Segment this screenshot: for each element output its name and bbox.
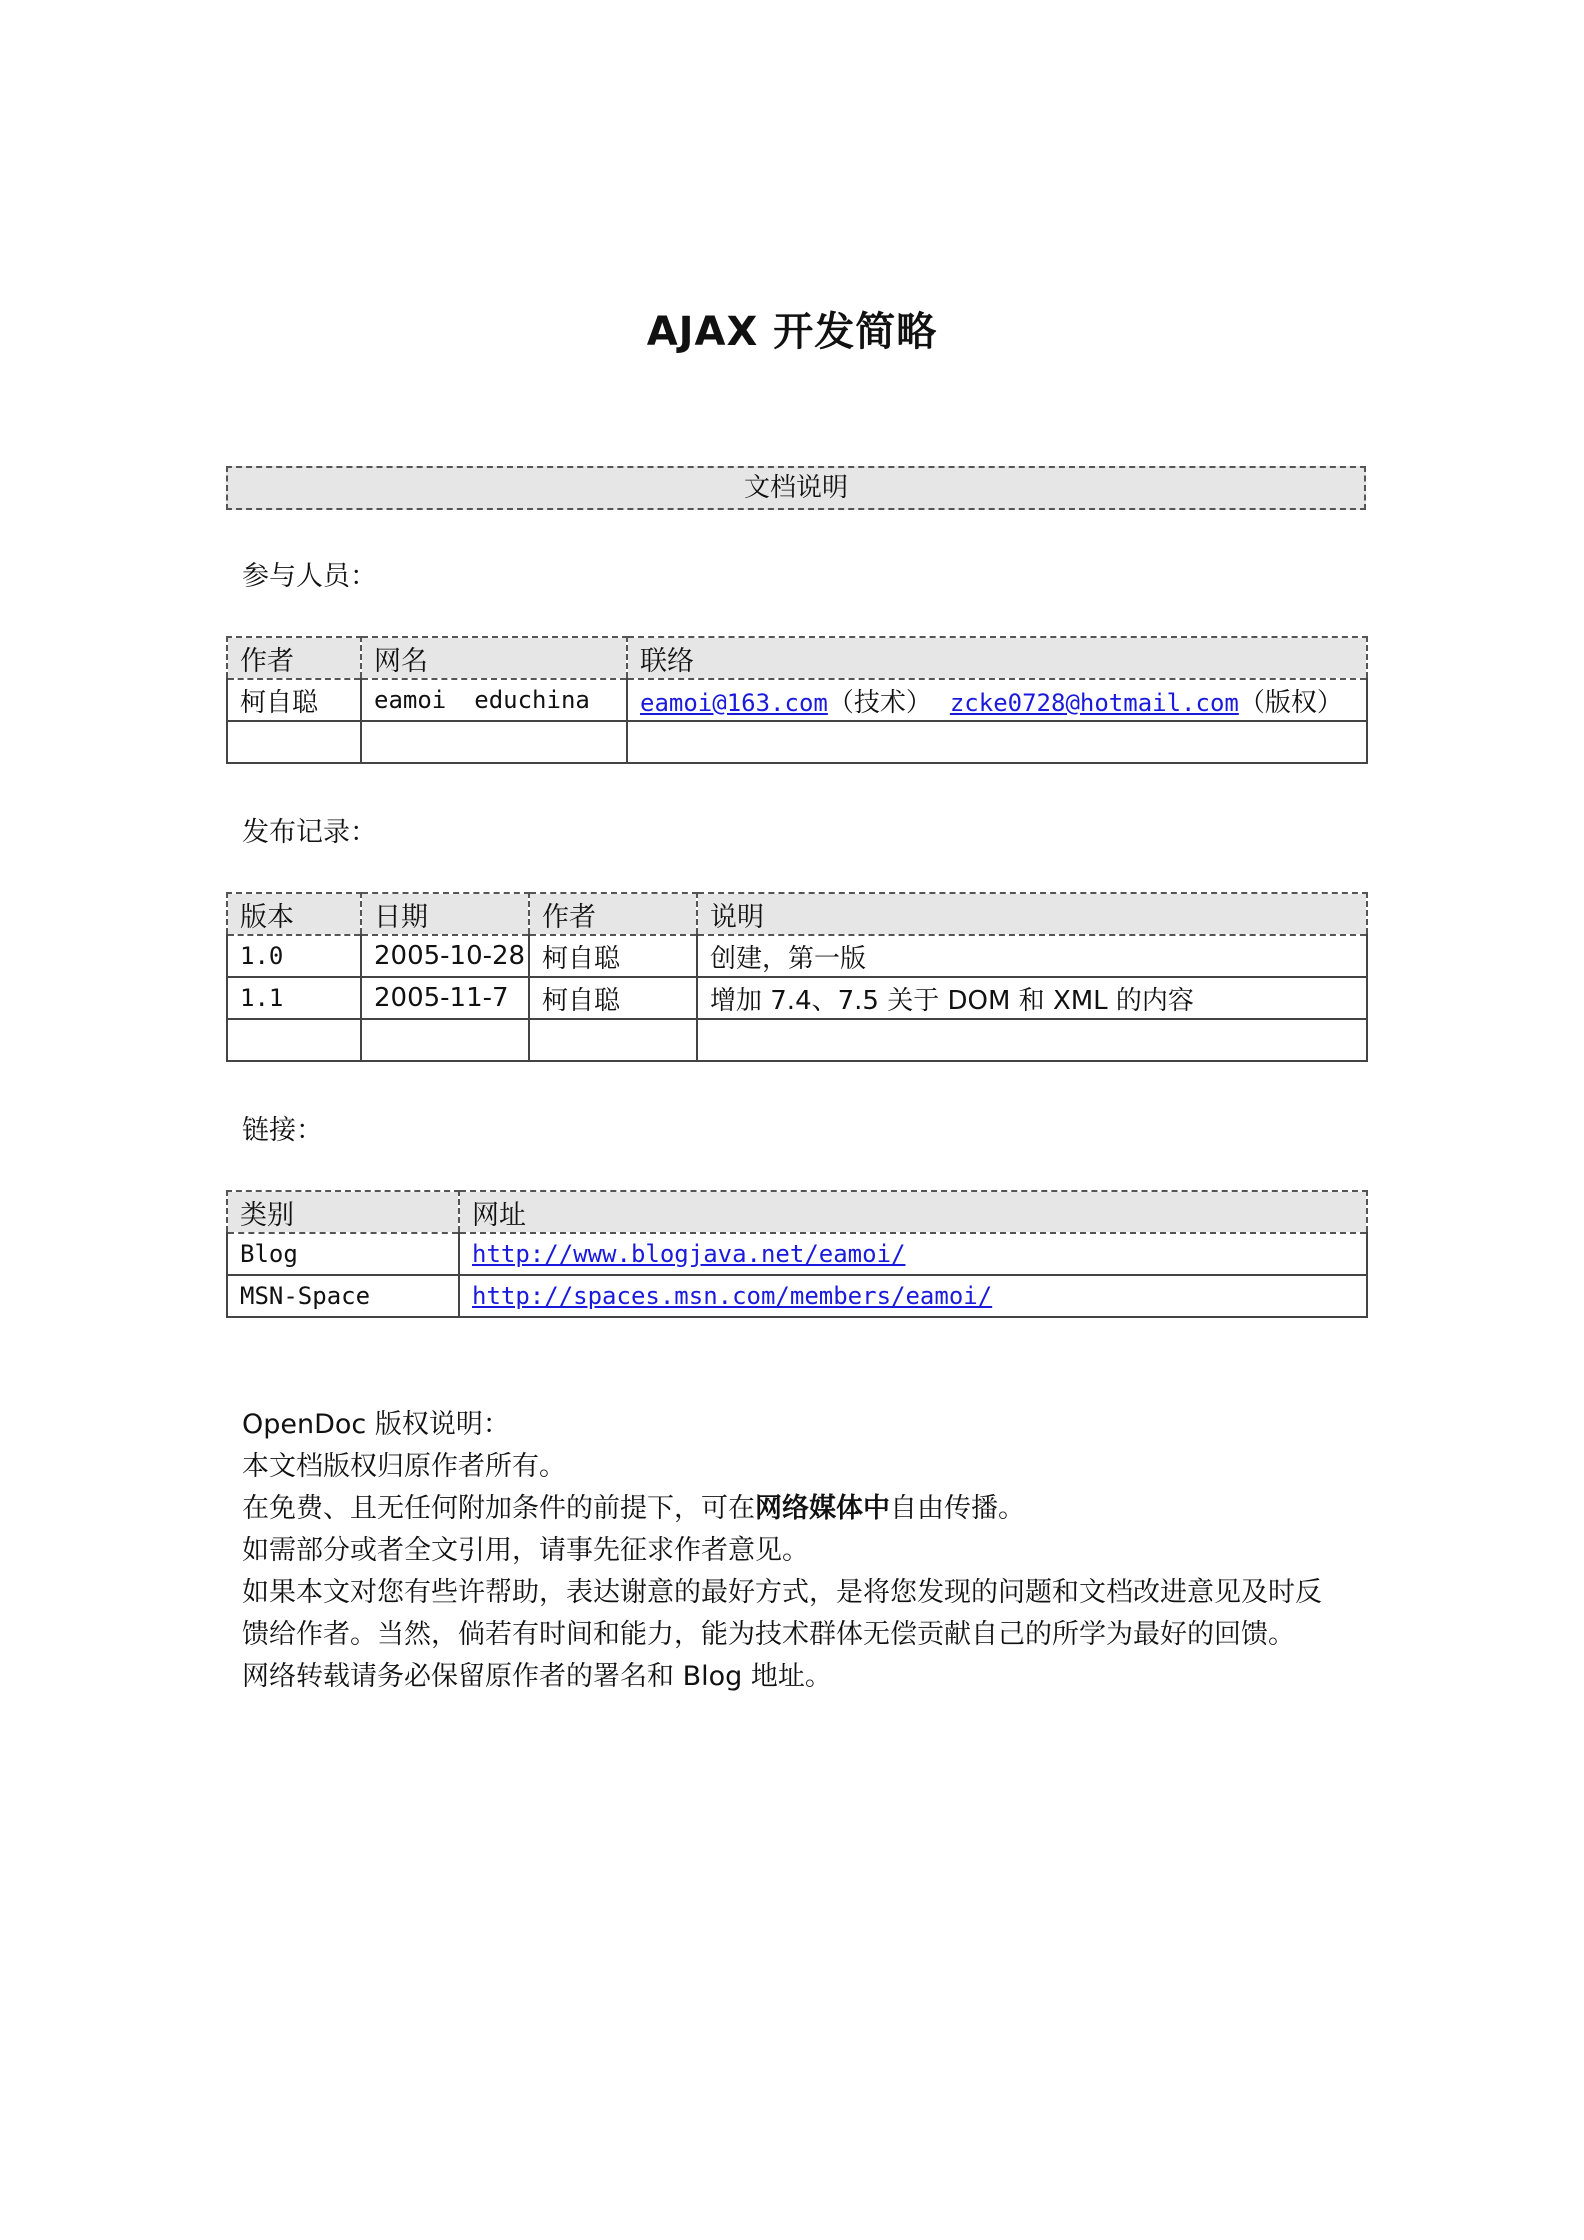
copyright-line: 本文档版权归原作者所有。 [242, 1451, 566, 1482]
header-nickname: 网名 [361, 637, 627, 679]
email-note-copyright: （版权） [1238, 687, 1343, 718]
participants-heading: 参与人员： [242, 561, 377, 592]
cell-nickname [361, 679, 627, 721]
table-header-row [227, 637, 1367, 679]
email-link-tech[interactable]: eamoi@163.com [640, 688, 828, 717]
header-author: 作者 [529, 893, 697, 935]
table-row-empty [227, 1019, 1367, 1061]
email-link-copyright[interactable]: zcke0728@hotmail.com [949, 688, 1239, 717]
blog-url-link[interactable]: http://www.blogjava.net/eamoi/ [472, 1240, 906, 1268]
cell-version: 1.0 [227, 935, 361, 977]
cell-version: 1.1 [227, 977, 361, 1019]
table-row [227, 977, 1367, 1019]
section-bar-doc-info: 文档说明 [226, 466, 1366, 510]
links-heading: 链接： [242, 1115, 323, 1146]
releases-heading: 发布记录： [242, 817, 377, 848]
copyright-line: 如需部分或者全文引用，请事先征求作者意见。 [242, 1535, 809, 1566]
cell-contact [627, 679, 1367, 721]
table-row [227, 935, 1367, 977]
table-row-empty [227, 721, 1367, 763]
nickname-primary: eamoi [374, 686, 447, 714]
table-row [227, 1275, 1367, 1317]
table-row [227, 1233, 1367, 1275]
cell-date: 2005-11-7 [361, 977, 529, 1019]
table-header-row [227, 893, 1367, 935]
copyright-line: 如果本文对您有些许帮助，表达谢意的最好方式，是将您发现的问题和文档改进意见及时反 [242, 1577, 1322, 1608]
header-author: 作者 [227, 637, 361, 679]
header-date: 日期 [361, 893, 529, 935]
cell-note: 创建，第一版 [697, 935, 1367, 977]
cell-category: MSN-Space [227, 1275, 459, 1317]
header-note: 说明 [697, 893, 1367, 935]
release-table [226, 892, 1368, 1062]
cell-date: 2005-10-28 [361, 935, 529, 977]
cell-category: Blog [227, 1233, 459, 1275]
copyright-line: 馈给作者。当然，倘若有时间和能力，能为技术群体无偿贡献自己的所学为最好的回馈。 [242, 1619, 1295, 1650]
document-title: AJAX 开发简略 [646, 309, 938, 355]
nickname-secondary: educhina [474, 686, 590, 714]
msn-space-url-link[interactable]: http://spaces.msn.com/members/eamoi/ [472, 1282, 993, 1310]
copyright-line: 在免费、且无任何附加条件的前提下，可在网络媒体中自由传播。 [242, 1493, 1025, 1524]
participants-table [226, 636, 1368, 764]
header-url: 网址 [459, 1191, 1367, 1233]
email-note-tech: （技术） [827, 687, 932, 718]
copyright-line: 网络转载请务必保留原作者的署名和 Blog 地址。 [242, 1661, 832, 1692]
cell-author: 柯自聪 [529, 977, 697, 1019]
header-version: 版本 [227, 893, 361, 935]
cell-url [459, 1233, 1367, 1275]
copyright-heading: OpenDoc 版权说明： [242, 1409, 510, 1440]
cell-note: 增加 7.4、7.5 关于 DOM 和 XML 的内容 [697, 977, 1367, 1019]
table-row [227, 679, 1367, 721]
emphasis-text: 网络媒体中 [755, 1493, 890, 1524]
copyright-block [242, 1404, 1362, 1698]
cell-author: 柯自聪 [529, 935, 697, 977]
header-category: 类别 [227, 1191, 459, 1233]
table-header-row [227, 1191, 1367, 1233]
cell-author: 柯自聪 [227, 679, 361, 721]
links-table [226, 1190, 1368, 1318]
cell-url [459, 1275, 1367, 1317]
header-contact: 联络 [627, 637, 1367, 679]
